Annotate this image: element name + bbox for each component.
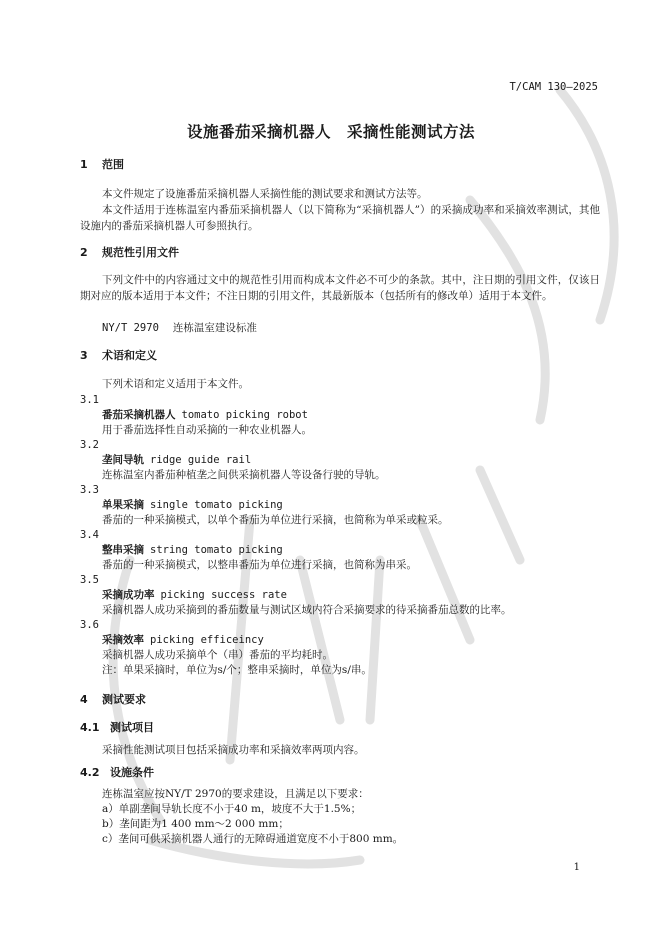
- document-title: 设施番茄采摘机器人 采摘性能测试方法: [186, 123, 475, 141]
- page-number: 1: [573, 862, 580, 873]
- section-4-1-heading: [80, 720, 154, 736]
- section-number: 4: [80, 693, 88, 706]
- section-title: 设施条件: [110, 766, 154, 779]
- document-code: T/CAM 130—2025: [509, 81, 598, 93]
- term-en: string tomato picking: [150, 544, 283, 556]
- term-title: [102, 452, 251, 468]
- term-number: 3.5: [80, 574, 99, 586]
- list-item: b）垄间距为1 400 mm～2 000 mm；: [102, 818, 289, 830]
- term-zh: 单果采摘: [102, 499, 144, 511]
- term-note: 注：单果采摘时，单位为s/个；整串采摘时，单位为s/串。: [102, 664, 372, 676]
- reference-code: NY/T 2970: [102, 322, 159, 334]
- section-3-intro: 下列术语和定义适用于本文件。: [102, 378, 249, 390]
- reference-title: 连栋温室建设标准: [172, 322, 257, 334]
- term-definition: 连栋温室内番茄种植垄之间供采摘机器人等设备行驶的导轨。: [102, 469, 386, 481]
- section-2-paragraph-1: 下列文件中的内容通过文中的规范性引用而构成本文件必不可少的条款。其中，注日期的引用文件，仅该日期对应的版本适用于本文件；不注日期的引用文件，其最新版本（包括所有的修改单）适用于本文件。: [80, 274, 600, 302]
- term-en: picking efficeincy: [150, 634, 264, 646]
- term-en: tomato picking robot: [181, 409, 308, 421]
- section-4-heading: [80, 692, 146, 708]
- section-1-heading: [80, 157, 124, 173]
- section-4-1-paragraph: 采摘性能测试项目包括采摘成功率和采摘效率两项内容。: [102, 744, 365, 756]
- section-1-paragraph-2: 本文件适用于连栋温室内番茄采摘机器人（以下简称为“采摘机器人”）的采摘成功率和采摘效率测试，其他设施内的番茄采摘机器人可参照执行。: [80, 204, 600, 232]
- section-2-heading: [80, 245, 179, 261]
- term-definition: 番茄的一种采摘模式，以整串番茄为单位进行采摘，也简称为串采。: [102, 559, 417, 571]
- term-definition: 采摘机器人成功采摘到的番茄数量与测试区域内符合采摘要求的待采摘番茄总数的比率。: [102, 604, 512, 616]
- section-title: 规范性引用文件: [102, 246, 179, 259]
- term-en: single tomato picking: [150, 499, 283, 511]
- term-title: [102, 407, 308, 423]
- section-number: 2: [80, 246, 88, 259]
- section-title: 术语和定义: [102, 349, 157, 362]
- section-number: 4.2: [80, 766, 100, 779]
- section-title: 测试要求: [102, 693, 146, 706]
- term-definition: 采摘机器人成功采摘单个（串）番茄的平均耗时。: [102, 649, 333, 661]
- term-zh: 采摘成功率: [102, 589, 155, 601]
- term-definition: 番茄的一种采摘模式，以单个番茄为单位进行采摘，也简称为单采或粒采。: [102, 514, 449, 526]
- term-zh: 番茄采摘机器人: [102, 409, 176, 421]
- section-title: 范围: [102, 158, 124, 171]
- term-number: 3.6: [80, 619, 99, 631]
- term-en: picking success rate: [160, 589, 287, 601]
- list-item: c）垄间可供采摘机器人通行的无障碍通道宽度不小于800 mm。: [102, 833, 404, 845]
- section-number: 4.1: [80, 721, 100, 734]
- term-zh: 垄间导轨: [102, 454, 144, 466]
- section-3-heading: [80, 348, 157, 364]
- term-zh: 整串采摘: [102, 544, 144, 556]
- list-item: a）单副垄间导轨长度不小于40 m，坡度不大于1.5%；: [102, 803, 362, 815]
- term-title: [102, 542, 283, 558]
- term-number: 3.3: [80, 484, 99, 496]
- section-4-2-heading: [80, 765, 154, 781]
- term-title: [102, 497, 283, 513]
- term-number: 3.4: [80, 529, 99, 541]
- term-en: ridge guide rail: [150, 454, 252, 466]
- section-1-paragraph-1: 本文件规定了设施番茄采摘机器人采摘性能的测试要求和测试方法等。: [102, 188, 428, 200]
- section-number: 1: [80, 158, 88, 171]
- section-number: 3: [80, 349, 88, 362]
- section-4-2-paragraph: 连栋温室应按NY/T 2970的要求建设，且满足以下要求：: [102, 788, 369, 800]
- term-zh: 采摘效率: [102, 634, 144, 646]
- section-title: 测试项目: [110, 721, 154, 734]
- term-title: [102, 632, 264, 648]
- term-definition: 用于番茄选择性自动采摘的一种农业机器人。: [102, 424, 312, 436]
- term-number: 3.1: [80, 394, 99, 406]
- term-title: [102, 587, 287, 603]
- term-number: 3.2: [80, 439, 99, 451]
- normative-reference: [102, 320, 257, 336]
